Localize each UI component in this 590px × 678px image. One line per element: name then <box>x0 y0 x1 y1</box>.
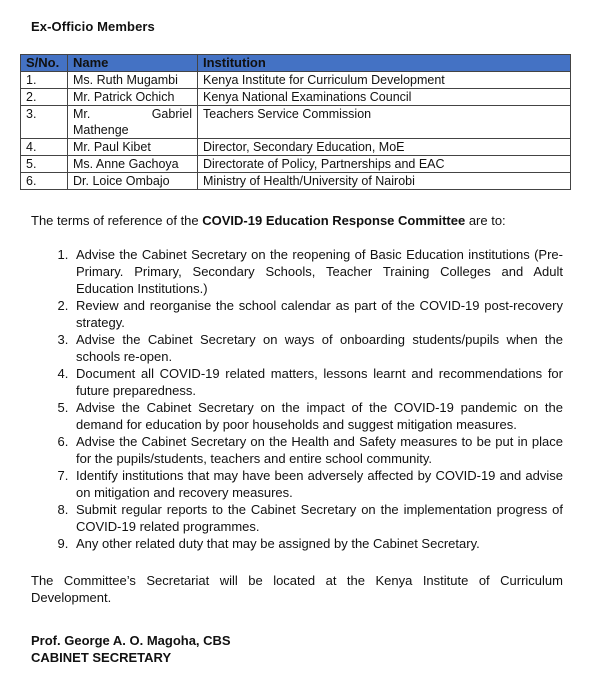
terms-list <box>50 246 563 552</box>
cell-sno: 5. <box>21 156 68 173</box>
cell-name: Mr. Paul Kibet <box>68 139 198 156</box>
cell-sno: 1. <box>21 72 68 89</box>
signatory-title: CABINET SECRETARY <box>31 650 172 665</box>
section-heading: Ex-Officio Members <box>31 19 155 34</box>
header-name: Name <box>68 55 198 72</box>
table-row <box>21 173 571 190</box>
cell-sno: 4. <box>21 139 68 156</box>
list-item: 4. Document all COVID-19 related matters, lessons learnt and recommendations for future preparedness. <box>72 365 563 399</box>
list-item: 3. Advise the Cabinet Secretary on ways of onboarding students/pupils when the schools re-open. <box>72 331 563 365</box>
cell-sno: 3. <box>21 106 68 139</box>
table-row <box>21 89 571 106</box>
committee-name: COVID-19 Education Response Committee <box>202 213 466 228</box>
members-table <box>20 54 571 190</box>
cell-institution: Directorate of Policy, Partnerships and EAC <box>198 156 571 173</box>
cell-institution: Kenya National Examinations Council <box>198 89 571 106</box>
cell-name: Ms. Anne Gachoya <box>68 156 198 173</box>
list-item: 8. Submit regular reports to the Cabinet Secretary on the implementation progress of COVID-19 related programmes. <box>72 501 563 535</box>
cell-institution: Kenya Institute for Curriculum Development <box>198 72 571 89</box>
table-row <box>21 156 571 173</box>
table-header-row <box>21 55 571 72</box>
name-first: Gabriel <box>151 107 192 121</box>
cell-institution: Teachers Service Commission <box>198 106 571 139</box>
list-item: 2. Review and reorganise the school calendar as part of the COVID-19 post-recovery strategy. <box>72 297 563 331</box>
name-line-2: Mathenge <box>73 123 129 137</box>
cell-name <box>68 106 198 139</box>
cell-name: Ms. Ruth Mugambi <box>68 72 198 89</box>
cell-sno: 6. <box>21 173 68 190</box>
secretariat-paragraph: The Committee’s Secretariat will be located at the Kenya Institute of Curriculum Development. <box>31 573 563 605</box>
header-institution: Institution <box>198 55 571 72</box>
cell-institution: Ministry of Health/University of Nairobi <box>198 173 571 190</box>
signature-block <box>31 632 231 666</box>
list-item: 9. Any other related duty that may be assigned by the Cabinet Secretary. <box>72 535 563 552</box>
table-row <box>21 106 571 139</box>
intro-after: are to: <box>465 213 506 228</box>
header-sno: S/No. <box>21 55 68 72</box>
cell-name: Dr. Loice Ombajo <box>68 173 198 190</box>
list-item: 7. Identify institutions that may have been adversely affected by COVID-19 and advise on mitigation and recovery measures. <box>72 467 563 501</box>
list-item: 6. Advise the Cabinet Secretary on the Health and Safety measures to be put in place for the pupils/students, teachers and entire school community. <box>72 433 563 467</box>
intro-paragraph <box>31 212 563 229</box>
table-row <box>21 72 571 89</box>
name-line-1 <box>73 106 192 122</box>
list-item: 1. Advise the Cabinet Secretary on the reopening of Basic Education institutions (Pre-Primary. Primary, Secondary Schools, Teacher Training Colleges and Adult Education Institutions.) <box>72 246 563 297</box>
cell-sno: 2. <box>21 89 68 106</box>
intro-before: The terms of reference of the <box>31 213 203 228</box>
list-item: 5. Advise the Cabinet Secretary on the impact of the COVID-19 pandemic on the demand for education by poor households and suggest mitigation measures. <box>72 399 563 433</box>
signatory-name: Prof. George A. O. Magoha, CBS <box>31 633 231 648</box>
name-title: Mr. <box>73 107 91 121</box>
table-row <box>21 139 571 156</box>
cell-institution: Director, Secondary Education, MoE <box>198 139 571 156</box>
cell-name: Mr. Patrick Ochich <box>68 89 198 106</box>
